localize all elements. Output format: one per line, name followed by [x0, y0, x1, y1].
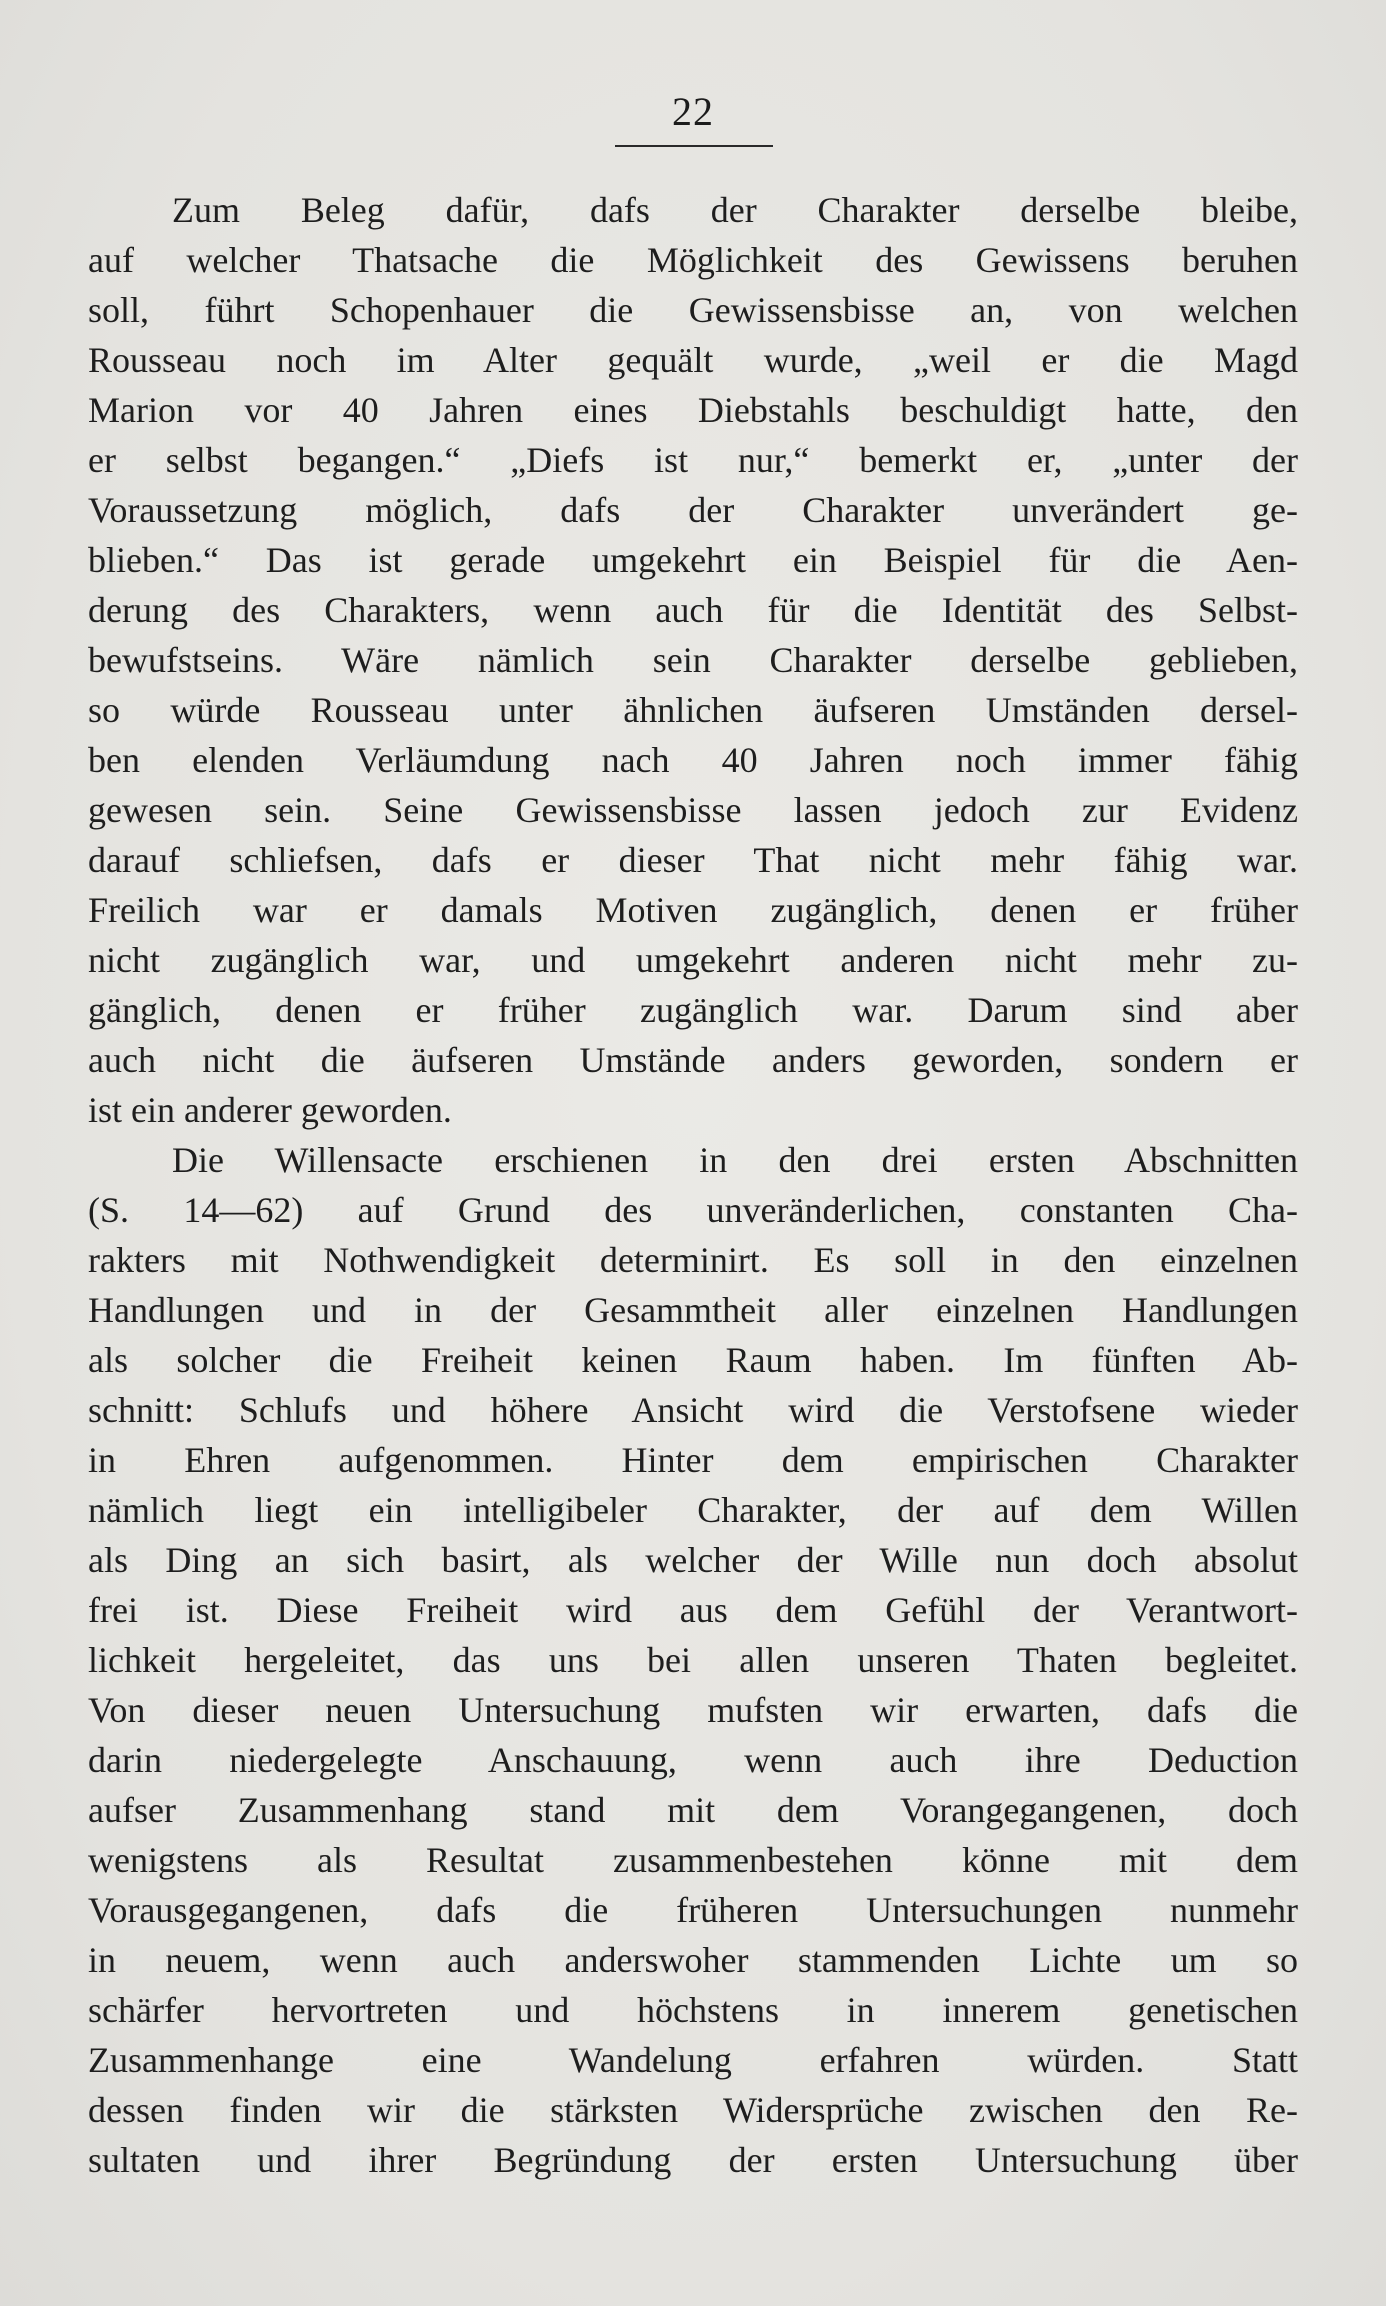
text-line: auch nicht die äufseren Umstände anders geworden, sondern er [88, 1040, 1298, 1080]
text-line: sultaten und ihrer Begründung der ersten Untersuchung über [88, 2140, 1298, 2180]
text-line: schärfer hervortreten und höchstens in innerem genetischen [88, 1990, 1298, 2030]
text-line: derung des Charakters, wenn auch für die Identität des Selbst- [88, 590, 1298, 630]
text-line: ben elenden Verläumdung nach 40 Jahren noch immer fähig [88, 740, 1298, 780]
text-line: aufser Zusammenhang stand mit dem Vorangegangenen, doch [88, 1790, 1298, 1830]
text-line: Rousseau noch im Alter gequält wurde, „weil er die Magd [88, 340, 1298, 380]
text-line: bewufstseins. Wäre nämlich sein Charakter derselbe geblieben, [88, 640, 1298, 680]
text-line: gänglich, denen er früher zugänglich war. Darum sind aber [88, 990, 1298, 1030]
text-line: Voraussetzung möglich, dafs der Charakter unverändert ge- [88, 490, 1298, 530]
text-line: in neuem, wenn auch anderswoher stammenden Lichte um so [88, 1940, 1298, 1980]
text-line: Von dieser neuen Untersuchung mufsten wir erwarten, dafs die [88, 1690, 1298, 1730]
text-line: Freilich war er damals Motiven zugänglich, denen er früher [88, 890, 1298, 930]
paragraph [88, 185, 1298, 1135]
paragraph [88, 1135, 1298, 2185]
text-line: Zum Beleg dafür, dafs der Charakter derselbe bleibe, [172, 190, 1298, 230]
text-line: Die Willensacte erschienen in den drei ersten Abschnitten [172, 1140, 1298, 1180]
text-line: nicht zugänglich war, und umgekehrt anderen nicht mehr zu- [88, 940, 1298, 980]
text-line: als Ding an sich basirt, als welcher der Wille nun doch absolut [88, 1540, 1298, 1580]
text-line: in Ehren aufgenommen. Hinter dem empirischen Charakter [88, 1440, 1298, 1480]
text-line: Zusammenhange eine Wandelung erfahren würden. Statt [88, 2040, 1298, 2080]
text-line: nämlich liegt ein intelligibeler Charakter, der auf dem Willen [88, 1490, 1298, 1530]
text-line: so würde Rousseau unter ähnlichen äufseren Umständen dersel- [88, 690, 1298, 730]
text-line: gewesen sein. Seine Gewissensbisse lassen jedoch zur Evidenz [88, 790, 1298, 830]
text-line: schnitt: Schlufs und höhere Ansicht wird die Verstofsene wieder [88, 1390, 1298, 1430]
text-line: blieben.“ Das ist gerade umgekehrt ein Beispiel für die Aen- [88, 540, 1298, 580]
text-line: er selbst begangen.“ „Diefs ist nur,“ bemerkt er, „unter der [88, 440, 1298, 480]
text-line: als solcher die Freiheit keinen Raum haben. Im fünften Ab- [88, 1340, 1298, 1380]
text-line: auf welcher Thatsache die Möglichkeit des Gewissens beruhen [88, 240, 1298, 280]
text-line: rakters mit Nothwendigkeit determinirt. Es soll in den einzelnen [88, 1240, 1298, 1280]
text-line: Vorausgegangenen, dafs die früheren Untersuchungen nunmehr [88, 1890, 1298, 1930]
text-line: darauf schliefsen, dafs er dieser That nicht mehr fähig war. [88, 840, 1298, 880]
text-line: frei ist. Diese Freiheit wird aus dem Gefühl der Verantwort- [88, 1590, 1298, 1630]
text-line: Handlungen und in der Gesammtheit aller einzelnen Handlungen [88, 1290, 1298, 1330]
text-line: dessen finden wir die stärksten Widersprüche zwischen den Re- [88, 2090, 1298, 2130]
page-number: 22 [672, 89, 714, 134]
page-number-rule [615, 145, 773, 147]
body-text [88, 185, 1298, 2185]
text-line: ist ein anderer geworden. [88, 1090, 452, 1130]
text-line: soll, führt Schopenhauer die Gewissensbisse an, von welchen [88, 290, 1298, 330]
text-line: Marion vor 40 Jahren eines Diebstahls beschuldigt hatte, den [88, 390, 1298, 430]
text-line: lichkeit hergeleitet, das uns bei allen unseren Thaten begleitet. [88, 1640, 1298, 1680]
text-line: wenigstens als Resultat zusammenbestehen könne mit dem [88, 1840, 1298, 1880]
text-line: darin niedergelegte Anschauung, wenn auch ihre Deduction [88, 1740, 1298, 1780]
text-line: (S. 14—62) auf Grund des unveränderlichen, constanten Cha- [88, 1190, 1298, 1230]
